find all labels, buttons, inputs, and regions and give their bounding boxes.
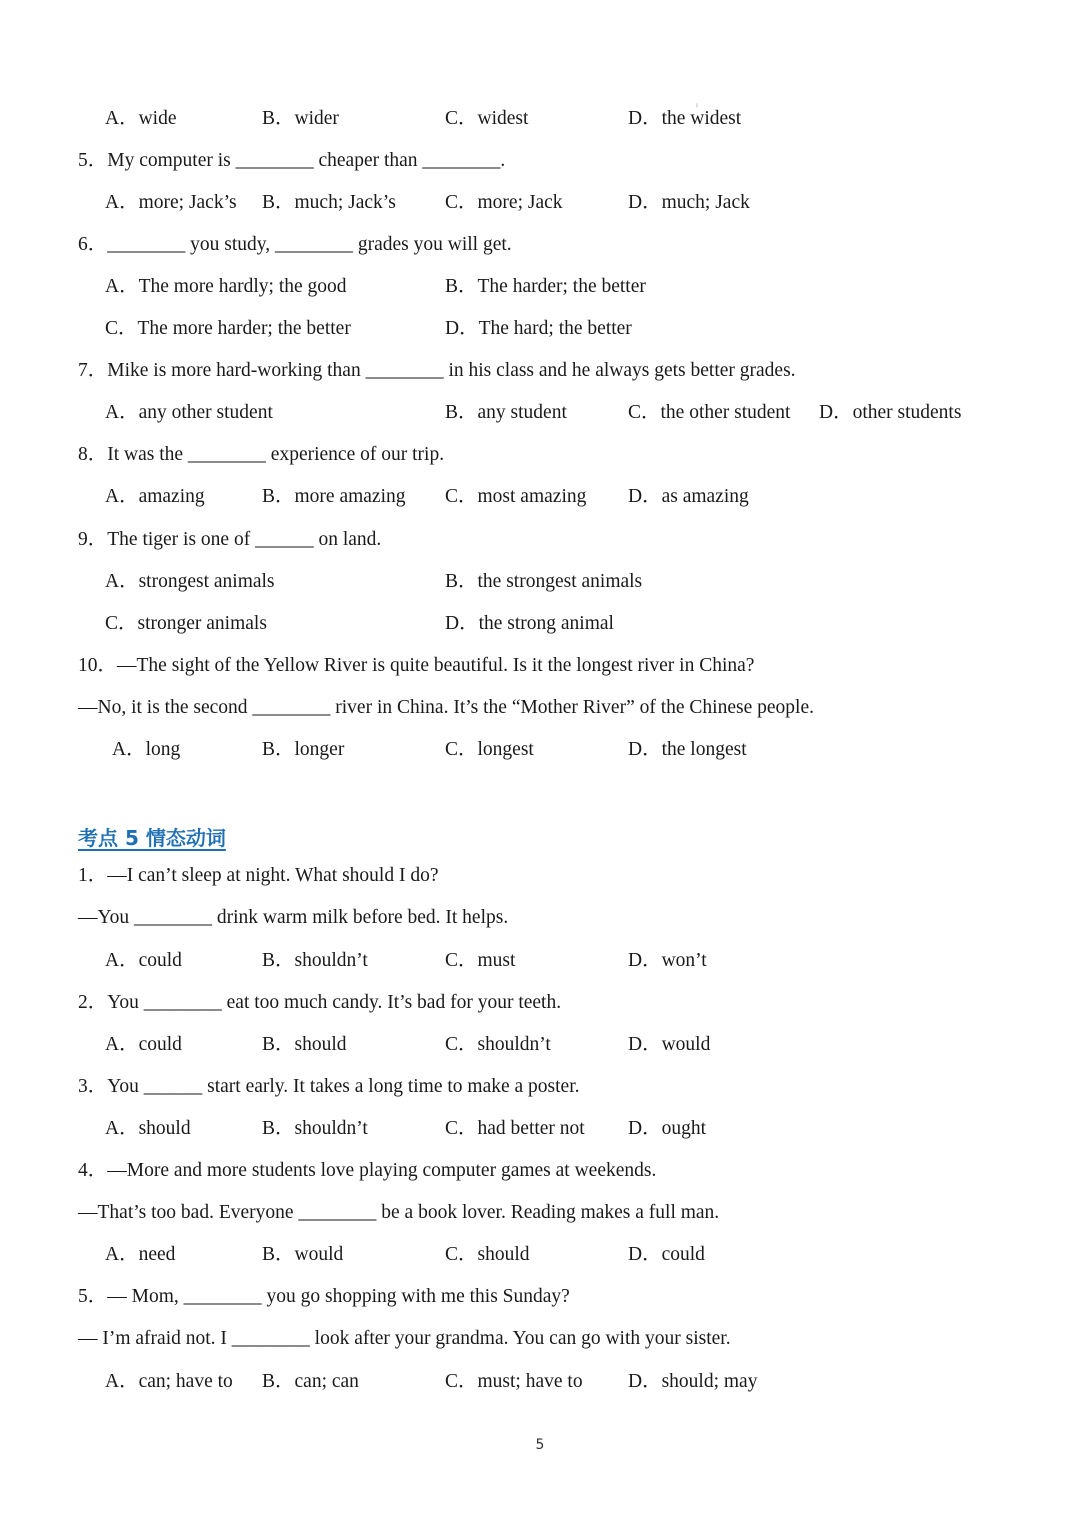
answer-option: A．more; Jack’s — [105, 192, 237, 213]
question-line: 3．You ______ start early. It takes a long time to make a poster. — [78, 1076, 580, 1097]
answer-option: B．would — [262, 1244, 344, 1265]
answer-option: A．The more hardly; the good — [105, 276, 347, 297]
question-line: —That’s too bad. Everyone ________ be a book lover. Reading makes a full man. — [78, 1202, 720, 1223]
answer-option: D．much; Jack — [628, 192, 750, 213]
answer-option: C．widest — [445, 108, 529, 129]
question-line: 8．It was the ________ experience of our trip. — [78, 444, 445, 465]
answer-option: A．strongest animals — [105, 571, 275, 592]
answer-option: A．should — [105, 1118, 191, 1139]
answer-option: A．could — [105, 950, 182, 971]
answer-option: C．more; Jack — [445, 192, 563, 213]
answer-option: B．any student — [445, 402, 567, 423]
answer-option: D．should; may — [628, 1371, 758, 1392]
answer-option: D．ought — [628, 1118, 707, 1139]
question-line: —You ________ drink warm milk before bed. It helps. — [78, 907, 509, 928]
answer-option: B．shouldn’t — [262, 950, 368, 971]
answer-option: D．the longest — [628, 739, 747, 760]
answer-option: C．most amazing — [445, 486, 587, 507]
page-number: 5 — [535, 1437, 545, 1453]
answer-option: C．shouldn’t — [445, 1034, 551, 1055]
question-line: 6．________ you study, ________ grades you will get. — [78, 234, 512, 255]
answer-option: D．the strong animal — [445, 613, 614, 634]
answer-option: D．as amazing — [628, 486, 749, 507]
answer-option: C．the other student — [628, 402, 791, 423]
answer-option: A．could — [105, 1034, 182, 1055]
answer-option: A．long — [112, 739, 181, 760]
answer-option: A．need — [105, 1244, 176, 1265]
tick-mark: ı — [696, 101, 698, 109]
answer-option: D．could — [628, 1244, 705, 1265]
question-line: — I’m afraid not. I ________ look after your grandma. You can go with your sister. — [78, 1328, 731, 1349]
question-line: 7．Mike is more hard-working than ________ in his class and he always gets better grades. — [78, 360, 796, 381]
question-line: 1．—I can’t sleep at night. What should I do? — [78, 865, 439, 886]
answer-option: D．other students — [819, 402, 962, 423]
answer-option: D．won’t — [628, 950, 707, 971]
answer-option: A．wide — [105, 108, 177, 129]
question-line: 9．The tiger is one of ______ on land. — [78, 529, 382, 550]
answer-option: A．can; have to — [105, 1371, 233, 1392]
answer-option: C．should — [445, 1244, 530, 1265]
answer-option: B．The harder; the better — [445, 276, 646, 297]
question-line: 10．—The sight of the Yellow River is quite beautiful. Is it the longest river in China? — [78, 655, 755, 676]
answer-option: C．must — [445, 950, 516, 971]
answer-option: C．had better not — [445, 1118, 585, 1139]
answer-option: D．the widest — [628, 108, 742, 129]
answer-option: A．any other student — [105, 402, 273, 423]
answer-option: C．longest — [445, 739, 534, 760]
answer-option: A．amazing — [105, 486, 205, 507]
question-line: 5．— Mom, ________ you go shopping with me this Sunday? — [78, 1286, 570, 1307]
answer-option: B．more amazing — [262, 486, 406, 507]
answer-option: B．the strongest animals — [445, 571, 643, 592]
answer-option: C．must; have to — [445, 1371, 583, 1392]
question-line: 5．My computer is ________ cheaper than ________. — [78, 150, 506, 171]
answer-option: B．longer — [262, 739, 345, 760]
section-heading: 考点 5 情态动词 — [78, 826, 226, 850]
question-line: 4．—More and more students love playing computer games at weekends. — [78, 1160, 657, 1181]
answer-option: B．much; Jack’s — [262, 192, 396, 213]
question-line: —No, it is the second ________ river in China. It’s the “Mother River” of the Chinese people. — [78, 697, 814, 718]
answer-option: B．can; can — [262, 1371, 359, 1392]
answer-option: B．shouldn’t — [262, 1118, 368, 1139]
answer-option: C．stronger animals — [105, 613, 267, 634]
answer-option: B．wider — [262, 108, 339, 129]
question-line: 2．You ________ eat too much candy. It’s bad for your teeth. — [78, 992, 562, 1013]
answer-option: D．The hard; the better — [445, 318, 632, 339]
answer-option: B．should — [262, 1034, 347, 1055]
answer-option: D．would — [628, 1034, 711, 1055]
answer-option: C．The more harder; the better — [105, 318, 351, 339]
